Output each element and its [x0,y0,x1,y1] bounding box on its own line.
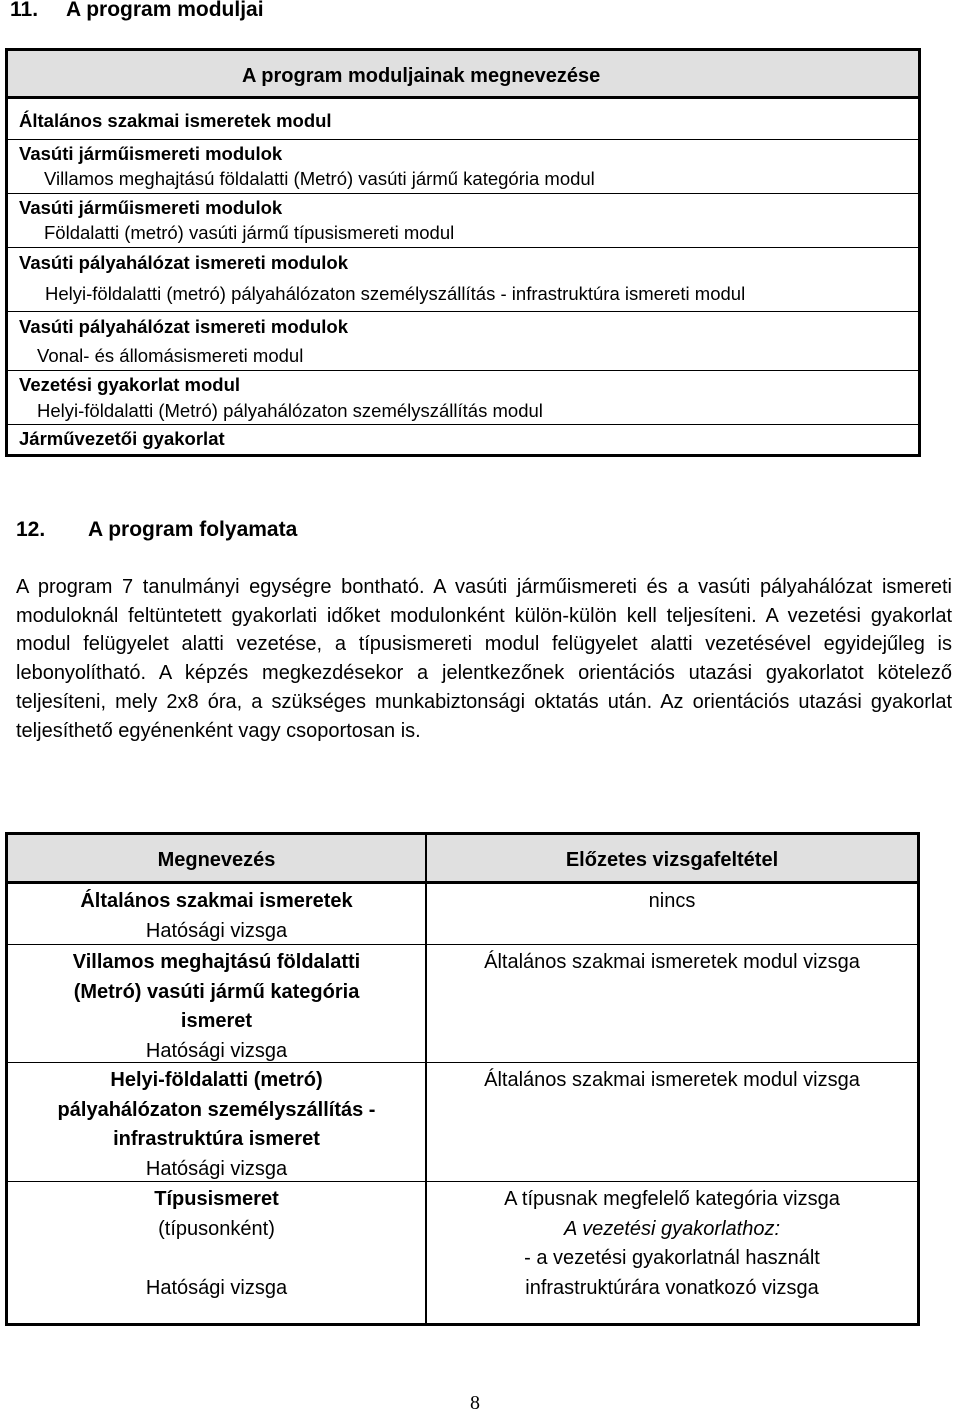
exam-name-line: infrastruktúra ismeret [113,1128,320,1150]
table-row [8,140,918,194]
exam-table-header [8,835,917,884]
header-name: Megnevezés [157,849,276,871]
table-row [8,945,917,1063]
table-row [8,99,918,140]
table-row [8,425,918,454]
modules-table-header [8,51,918,99]
modules-table [5,48,921,457]
header-prerequisite: Előzetes vizsgafeltétel [565,849,779,871]
table-row [8,1063,917,1182]
section-12-heading [16,518,297,542]
exam-prerequisite-line: - a vezetési gyakorlatnál használt [524,1247,820,1269]
module-title: Vasúti pályahálózat ismereti modulok [19,316,348,337]
exam-prerequisite: A típusnak megfelelő kategória vizsga [504,1188,840,1210]
exam-prerequisite: Általános szakmai ismeretek modul vizsga [484,1069,860,1091]
exam-type: Hatósági vizsga [145,1157,288,1180]
exam-name-line: pályahálózaton személyszállítás - [57,1098,376,1121]
section-12-number: 12. [16,518,46,541]
module-subtitle: Villamos meghajtású földalatti (Metró) vasúti jármű kategória modul [44,168,595,189]
exam-prerequisite: nincs [648,890,696,912]
module-subtitle: Földalatti (metró) vasúti jármű típusismereti modul [44,222,455,243]
exam-table [5,832,920,1326]
exam-name-line: Villamos meghajtású földalatti [72,951,361,973]
table-row [8,248,918,312]
modules-table-header-text: A program moduljainak megnevezése [242,65,601,87]
exam-prerequisite-note: A vezetési gyakorlathoz: [563,1217,781,1240]
exam-name-line: (Metró) vasúti jármű kategória [73,980,360,1003]
exam-name-note: (típusonként) [158,1217,275,1240]
section-12-title: A program folyamata [88,518,298,541]
exam-name-line: ismeret [180,1010,253,1032]
exam-type: Hatósági vizsga [145,919,288,942]
table-row [8,371,918,425]
section-11-title: A program moduljai [66,0,264,21]
table-row [8,312,918,371]
exam-prerequisite-line: infrastruktúrára vonatkozó vizsga [525,1276,819,1299]
module-title: Vasúti pályahálózat ismereti modulok [19,252,348,273]
module-title: Járművezetői gyakorlat [19,428,225,449]
exam-prerequisite: Általános szakmai ismeretek modul vizsga [484,951,860,973]
table-row [8,194,918,248]
module-subtitle: Vonal- és állomásismereti modul [37,345,304,366]
table-row [8,1182,917,1323]
section-11-heading [10,0,264,22]
module-title: Vasúti járműismereti modulok [19,143,283,164]
section-11-number: 11. [10,0,39,21]
module-subtitle: Helyi-földalatti (Metró) pályahálózaton személyszállítás modul [37,400,543,421]
module-title: Vasúti járműismereti modulok [19,197,283,218]
program-description-paragraph: A program 7 tanulmányi egységre bontható. A vasúti járműismereti és a vasúti pályahálózat ismereti moduloknál feltüntetett gyakorlati időket modulonként külön-külön kell teljesíteni. A vezetési gyakorlat modul felügyelet alatti vezetése, a típusismereti modul felügyelet alatti vezetésével egyidejűleg is lebonyolítható. A képzés megkezdésekor a jelentkezőnek orientációs utazási gyakorlatot kötelező teljesíteni, mely 2x8 óra, a szükséges munkabiztonsági oktatás után. Az orientációs utazási gyakorlat teljesíthető egyénenként vagy csoportosan is. [16,576,952,742]
exam-type: Hatósági vizsga [145,1276,288,1299]
table-row [8,884,917,945]
exam-name: Általános szakmai ismeretek [80,890,353,912]
module-title: Általános szakmai ismeretek modul [19,110,332,131]
exam-name: Típusismeret [154,1188,279,1210]
exam-name-line: Helyi-földalatti (metró) [110,1069,323,1091]
module-subtitle: Helyi-földalatti (metró) pályahálózaton személyszállítás - infrastruktúra ismereti modul [45,283,746,304]
exam-type: Hatósági vizsga [145,1039,288,1062]
page-number: 8 [470,1392,480,1414]
module-title: Vezetési gyakorlat modul [19,374,241,395]
